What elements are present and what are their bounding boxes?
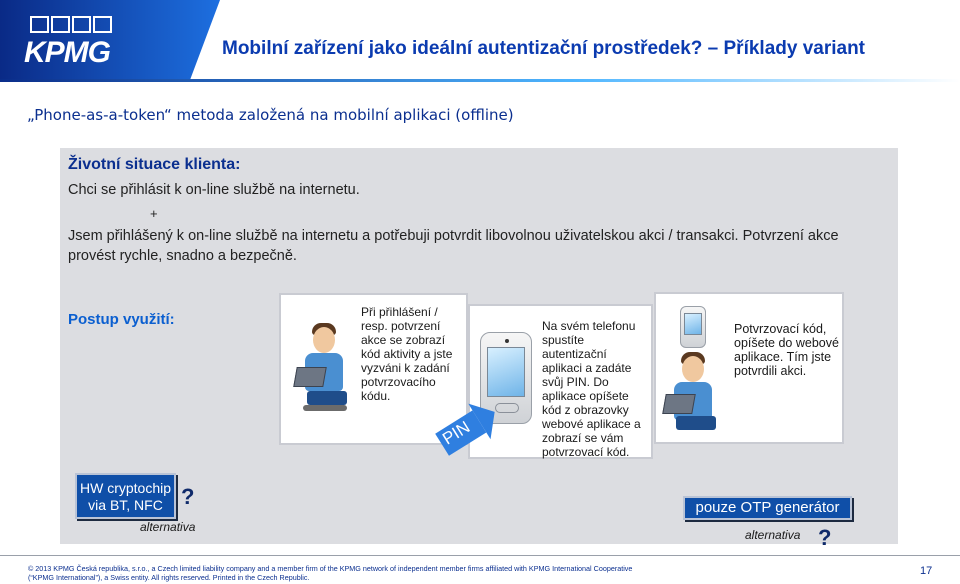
alternative-label: alternativa (140, 520, 196, 534)
question-mark-icon: ? (818, 525, 832, 550)
process-title: Postup využití: (68, 311, 175, 328)
subtitle: „Phone-as-a-token“ metoda založená na mobilní aplikaci (offline) (27, 106, 514, 124)
page-number: 17 (920, 565, 933, 577)
smartphone-icon (680, 306, 706, 348)
footer-divider (0, 555, 960, 556)
step-card-3 (654, 292, 844, 444)
question-mark-icon: ? (181, 484, 195, 509)
person-laptop-icon (658, 352, 728, 442)
slide-header (0, 0, 960, 80)
hw-cryptochip-box: HW cryptochip via BT, NFC (75, 473, 176, 519)
footer-copyright: © 2013 KPMG Česká republika, s.r.o., a Czech limited liability company and a member firm of the KPMG network of independent member firms affiliated with KPMG International Cooperative (“KPMG International”), a Swiss entity. All rights reserved. Printed in the Czech Republic. (28, 564, 633, 582)
situation-title: Životní situace klienta: (68, 156, 241, 173)
otp-generator-box: pouze OTP generátor (683, 496, 852, 520)
situation-line-1: Chci se přihlásit k on-line službě na internetu. (68, 182, 360, 198)
step-2-text: Na svém telefonu spustíte autentizační aplikaci a zadáte svůj PIN. Do aplikace opíšete kód z obrazovky webové aplikace a zobrazí se vám potvrzovací kód. (542, 319, 641, 459)
alternative-label: alternativa (745, 528, 801, 542)
kpmg-logo-boxes (30, 16, 112, 33)
person-laptop-icon (289, 323, 359, 423)
step-3-text: Potvrzovací kód, opíšete do webové aplikace. Tím jste potvrdili akci. (734, 322, 839, 378)
step-1-text: Při přihlášení / resp. potvrzení akce se zobrazí kód aktivity a jste vyzváni k zadání potvrzovacího kódu. (361, 305, 453, 403)
header-divider (0, 79, 960, 82)
pin-label: PIN (439, 417, 474, 449)
situation-plus: + (150, 206, 158, 221)
kpmg-logo: KPMG (24, 36, 110, 69)
situation-line-2: Jsem přihlášený k on-line službě na internetu a potřebuji potvrdit libovolnou uživatelskou akci / transakci. Potvrzení akce provést rychle, snadno a bezpečně. (68, 228, 839, 264)
page-title: Mobilní zařízení jako ideální autentizační prostředek? – Příklady variant (222, 38, 866, 59)
